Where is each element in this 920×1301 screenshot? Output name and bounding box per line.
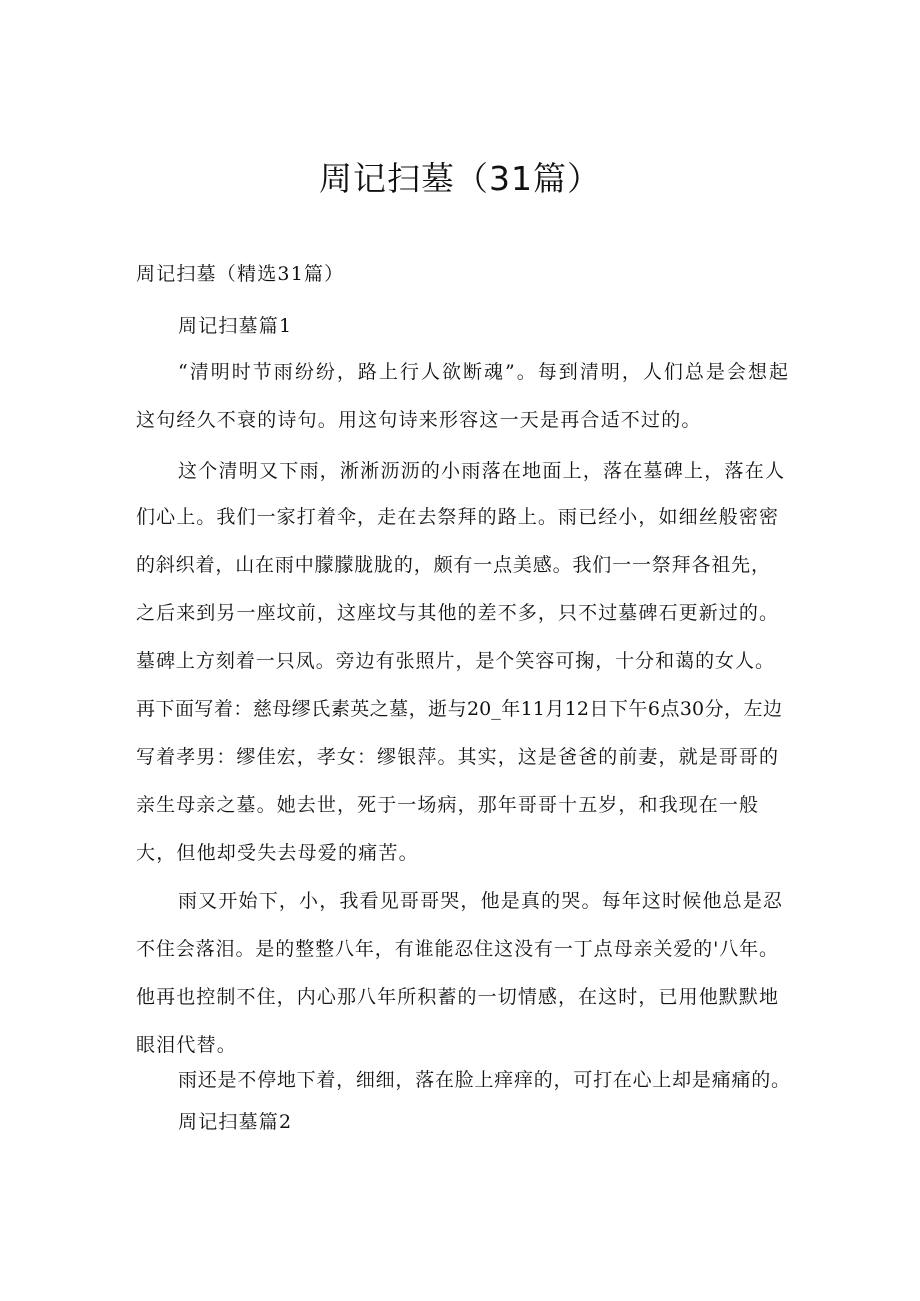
paragraph-1-line: “清明时节雨纷纷，路上行人欲断魂”。每到清明，人们总是会想起 xyxy=(178,361,788,383)
paragraph-2-line: 亲生母亲之墓。她去世，死于一场病，那年哥哥十五岁，和我现在一般 xyxy=(136,794,758,816)
paragraph-1-line: 这句经久不衰的诗句。用这句诗来形容这一天是再合适不过的。 xyxy=(136,409,702,431)
paragraph-2-line: 再下面写着：慈母缪氏素英之墓，逝与20_年11月12日下午6点30分，左边 xyxy=(136,698,782,720)
paragraph-2-line: 大，但他却受失去母爱的痛苦。 xyxy=(136,842,419,864)
section-heading-1: 周记扫墓篇1 xyxy=(178,315,293,337)
paragraph-3-line: 不住会落泪。是的整整八年，有谁能忍住这没有一丁点母亲关爱的'八年。 xyxy=(136,938,778,960)
paragraph-2-line: 之后来到另一座坟前，这座坟与其他的差不多，只不过墓碑石更新过的。 xyxy=(136,602,778,624)
document-title: 周记扫墓（31篇） xyxy=(319,159,601,198)
paragraph-2-line: 的斜织着，山在雨中朦朦胧胧的，颇有一点美感。我们一一祭拜各祖先， xyxy=(136,554,770,576)
paragraph-3-line: 他再也控制不住，内心那八年所积蓄的一切情感，在这时，已用他默默地 xyxy=(136,986,778,1008)
section-heading-2: 周记扫墓篇2 xyxy=(178,1111,293,1133)
paragraph-2-line: 们心上。我们一家打着伞，走在去祭拜的路上。雨已经小，如细丝般密密 xyxy=(136,506,778,528)
document-subtitle: 周记扫墓（精选31篇） xyxy=(136,263,345,285)
paragraph-3-line: 雨又开始下，小，我看见哥哥哭，他是真的哭。每年这时候他总是忍 xyxy=(178,890,782,912)
paragraph-2-line: 写着孝男：缪佳宏，孝女：缪银萍。其实，这是爸爸的前妻，就是哥哥的 xyxy=(136,746,778,768)
paragraph-2-line: 墓碑上方刻着一只凤。旁边有张照片，是个笑容可掬，十分和蔼的女人。 xyxy=(136,650,774,672)
paragraph-4-line: 雨还是不停地下着，细细，落在脸上痒痒的，可打在心上却是痛痛的。 xyxy=(178,1069,790,1091)
paragraph-3-line: 眼泪代替。 xyxy=(136,1034,238,1056)
paragraph-2-line: 这个清明又下雨，淅淅沥沥的小雨落在地面上，落在墓碑上，落在人 xyxy=(178,460,784,482)
